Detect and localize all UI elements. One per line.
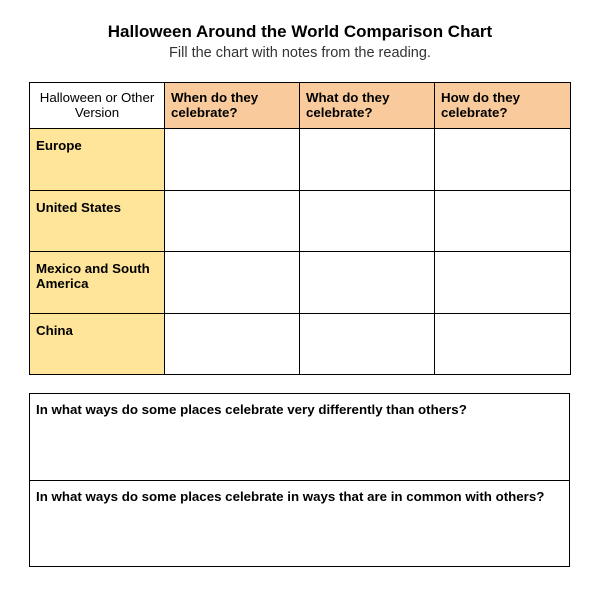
answer-cell-united-states-how[interactable]	[435, 190, 571, 251]
table-row	[30, 313, 571, 374]
answer-cell-china-what[interactable]	[300, 313, 435, 374]
question-similarities[interactable]	[30, 480, 569, 566]
questions-box	[29, 393, 570, 567]
page-title: Halloween Around the World Comparison Chart	[107, 22, 493, 41]
page-subtitle: Fill the chart with notes from the reading.	[169, 45, 431, 61]
row-label-europe: Europe	[30, 129, 165, 190]
answer-cell-china-how[interactable]	[435, 313, 571, 374]
answer-cell-europe-how[interactable]	[435, 129, 571, 190]
answer-cell-mexico-how[interactable]	[435, 252, 571, 313]
answer-cell-europe-what[interactable]	[300, 129, 435, 190]
answer-cell-europe-when[interactable]	[165, 129, 300, 190]
column-header-version: Halloween or Other Version	[30, 83, 165, 129]
header-row	[30, 83, 571, 129]
answer-cell-united-states-what[interactable]	[300, 190, 435, 251]
table-row	[30, 129, 571, 190]
column-header-what: What do they celebrate?	[300, 83, 435, 129]
row-label-united-states: United States	[30, 190, 165, 251]
question-similarities-text: In what ways do some places celebrate in ways that are in common with others?	[36, 489, 545, 504]
table-row	[30, 252, 571, 313]
answer-cell-mexico-when[interactable]	[165, 252, 300, 313]
answer-cell-mexico-what[interactable]	[300, 252, 435, 313]
question-differences[interactable]	[30, 394, 569, 480]
answer-cell-china-when[interactable]	[165, 313, 300, 374]
table-row	[30, 190, 571, 251]
row-label-mexico-south-america: Mexico and South America	[30, 252, 165, 313]
column-header-when: When do they celebrate?	[165, 83, 300, 129]
comparison-chart	[29, 82, 571, 375]
answer-cell-united-states-when[interactable]	[165, 190, 300, 251]
question-differences-text: In what ways do some places celebrate very differently than others?	[36, 402, 467, 417]
row-label-china: China	[30, 313, 165, 374]
column-header-how: How do they celebrate?	[435, 83, 571, 129]
